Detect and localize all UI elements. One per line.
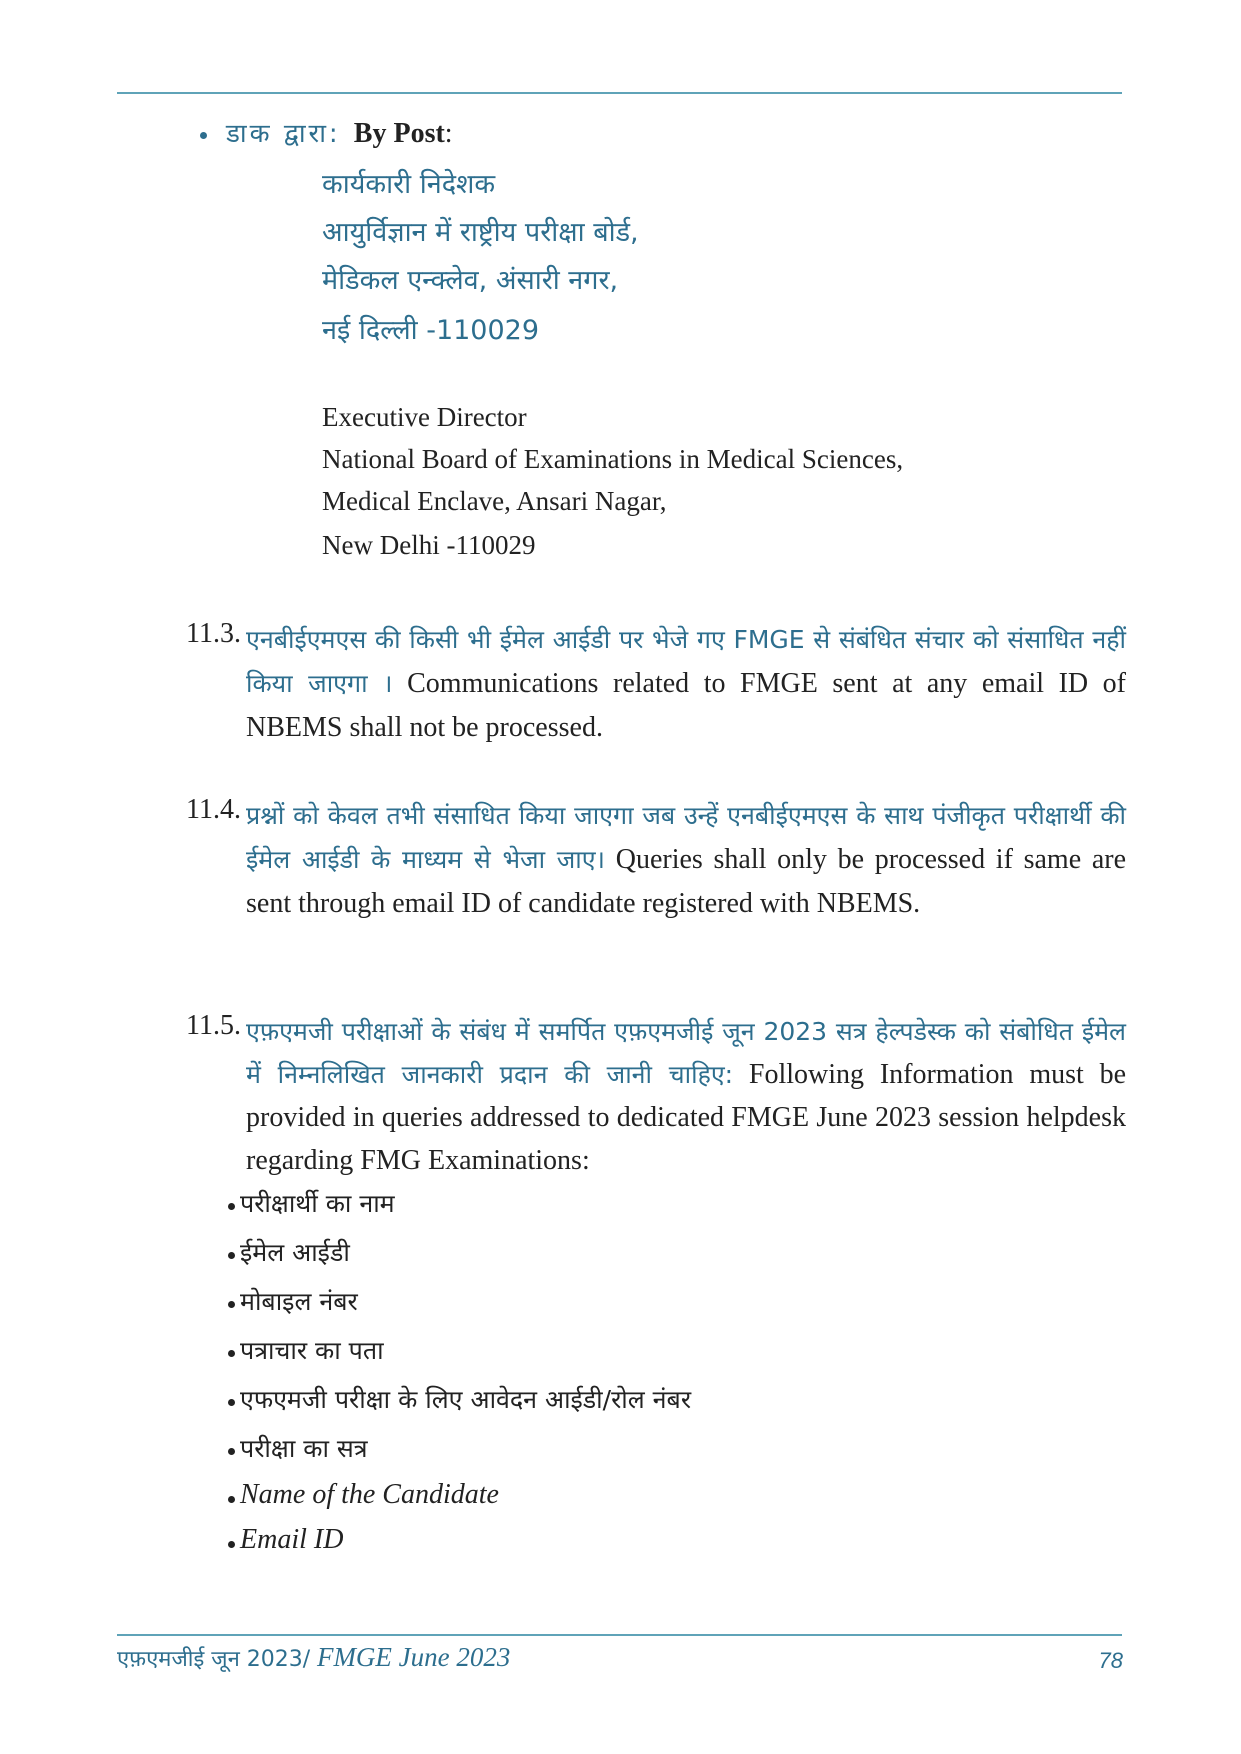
section-text-en: Communications related to FMGE sent at any email ID of NBEMS shall not be processed. bbox=[246, 668, 1126, 743]
address-hi-line-3: मेडिकल एन्क्लेव, अंसारी नगर, bbox=[322, 265, 619, 296]
bullet-icon bbox=[228, 1541, 235, 1548]
address-en-line-1: Executive Director bbox=[322, 402, 527, 432]
list-item: ईमेल आईडी bbox=[240, 1235, 350, 1269]
address-hi-line-2: आयुर्विज्ञान में राष्ट्रीय परीक्षा बोर्ड, bbox=[322, 217, 639, 248]
list-item: Email ID bbox=[240, 1524, 343, 1556]
footer-title-en: FMGE June 2023 bbox=[310, 1642, 511, 1672]
by-post-label-hi: डाक द्वारा: bbox=[226, 119, 341, 149]
bullet-icon bbox=[228, 1203, 235, 1210]
by-post-heading bbox=[226, 114, 453, 150]
header-rule bbox=[117, 92, 1122, 94]
section-text-en: Queries shall only be processed if same are sent through email ID of candidate registered with NBEMS. bbox=[246, 844, 1126, 919]
section-text-hi: प्रश्नों को केवल तभी संसाधित किया जाएगा जब उन्हें एनबीईएमएस के साथ पंजीकृत परीक्षार्थी की ईमेल आईडी के माध्यम से भेजा जाए। bbox=[246, 801, 1126, 874]
section-number: 11.3. bbox=[186, 618, 241, 649]
section-number: 11.4. bbox=[186, 794, 241, 825]
footer-title-hi: एफ़एमजीई जून 2023/ bbox=[117, 1647, 311, 1672]
bullet-icon bbox=[228, 1301, 235, 1308]
list-item: मोबाइल नंबर bbox=[240, 1284, 358, 1318]
list-item: परीक्षा का सत्र bbox=[240, 1431, 368, 1465]
address-en-line-3: Medical Enclave, Ansari Nagar, bbox=[322, 486, 667, 516]
section-text-en: Following Information must be provided in queries addressed to dedicated FMGE June 2023 session helpdesk regarding FMG Examinations: bbox=[246, 1059, 1127, 1176]
list-item: पत्राचार का पता bbox=[240, 1333, 384, 1367]
list-item: परीक्षार्थी का नाम bbox=[240, 1186, 395, 1220]
by-post-label-en: By Post bbox=[353, 118, 445, 149]
by-post-colon: : bbox=[444, 118, 453, 149]
bullet-icon bbox=[228, 1496, 235, 1503]
section-text bbox=[246, 794, 1126, 926]
section-number: 11.5. bbox=[186, 1010, 241, 1041]
section-text-hi: एफ़एमजी परीक्षाओं के संबंध में समर्पित एफ़एमजीई जून 2023 सत्र हेल्पडेस्क को संबोधित ईमेल में निम्नलिखित जानकारी प्रदान की जानी चाहिए: bbox=[246, 1017, 1126, 1089]
section-text bbox=[246, 1010, 1126, 1182]
bullet-icon bbox=[228, 1252, 235, 1259]
footer-rule bbox=[117, 1634, 1122, 1636]
bullet-icon bbox=[228, 1448, 235, 1455]
bullet-icon bbox=[200, 132, 207, 139]
section-text bbox=[246, 618, 1126, 750]
footer-title bbox=[117, 1642, 510, 1673]
address-hi-line-4: नई दिल्ली -110029 bbox=[322, 315, 540, 346]
address-en-line-2: National Board of Examinations in Medical Sciences, bbox=[322, 444, 904, 474]
bullet-icon bbox=[228, 1350, 235, 1357]
page-number: 78 bbox=[1098, 1648, 1123, 1673]
section-text-hi: एनबीईएमएस की किसी भी ईमेल आईडी पर भेजे गए FMGE से संबंधित संचार को संसाधित नहीं किया जाएगा । bbox=[246, 625, 1126, 698]
bullet-icon bbox=[228, 1399, 235, 1406]
address-hi-line-1: कार्यकारी निदेशक bbox=[322, 169, 496, 200]
address-en-line-4: New Delhi -110029 bbox=[322, 530, 536, 560]
list-item: एफएमजी परीक्षा के लिए आवेदन आईडी/रोल नंबर bbox=[240, 1382, 691, 1416]
list-item: Name of the Candidate bbox=[240, 1479, 499, 1511]
